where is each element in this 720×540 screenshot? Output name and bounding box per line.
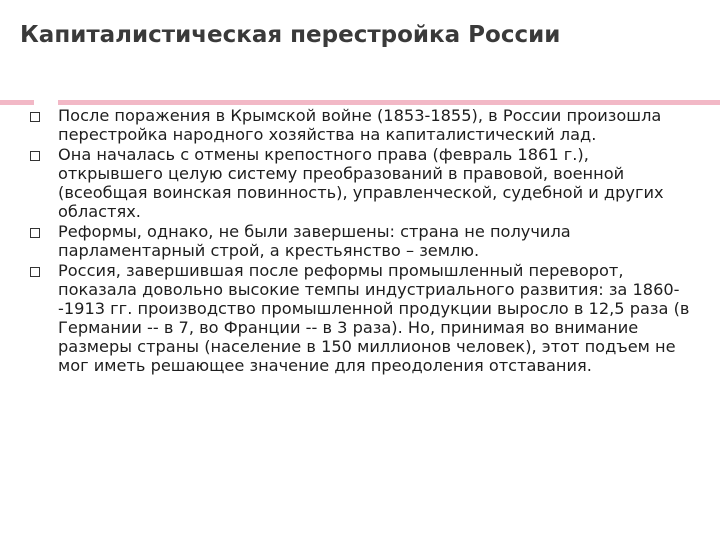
accent-bar-right <box>58 100 720 105</box>
square-bullet-icon <box>30 112 40 122</box>
bullet-item <box>30 106 690 144</box>
bullet-item <box>30 222 690 260</box>
bullet-text: Она началась с отмены крепостного права (февраль 1861 г.), открывшего целую систему преобразований в правовой, военной (всеобщая воинская повинность), управленческой, судебной и других областях. <box>58 145 664 221</box>
square-bullet-icon <box>30 228 40 238</box>
accent-bar-left <box>0 100 34 105</box>
square-bullet-icon <box>30 151 40 161</box>
slide-title: Капиталистическая перестройка России <box>20 22 561 48</box>
bullet-text: Реформы, однако, не были завершены: страна не получила парламентарный строй, а крестьянство – землю. <box>58 222 571 260</box>
bullet-item <box>30 145 690 221</box>
bullet-text: Россия, завершившая после реформы промышленный переворот, показала довольно высокие темпы индустриального развития: за 1860--1913 гг. производство промышленной продукции выросло в 12,5 раза (в Германии -- в 7, во Франции -- в 3 раза). Но, принимая во внимание размеры страны (население в 150 миллионов человек), этот подъем не мог иметь решающее значение для преодоления отставания. <box>58 261 690 375</box>
bullet-list <box>30 106 690 376</box>
bullet-item <box>30 261 690 375</box>
square-bullet-icon <box>30 267 40 277</box>
bullet-text: После поражения в Крымской войне (1853-1855), в России произошла перестройка народного хозяйства на капиталистический лад. <box>58 106 662 144</box>
